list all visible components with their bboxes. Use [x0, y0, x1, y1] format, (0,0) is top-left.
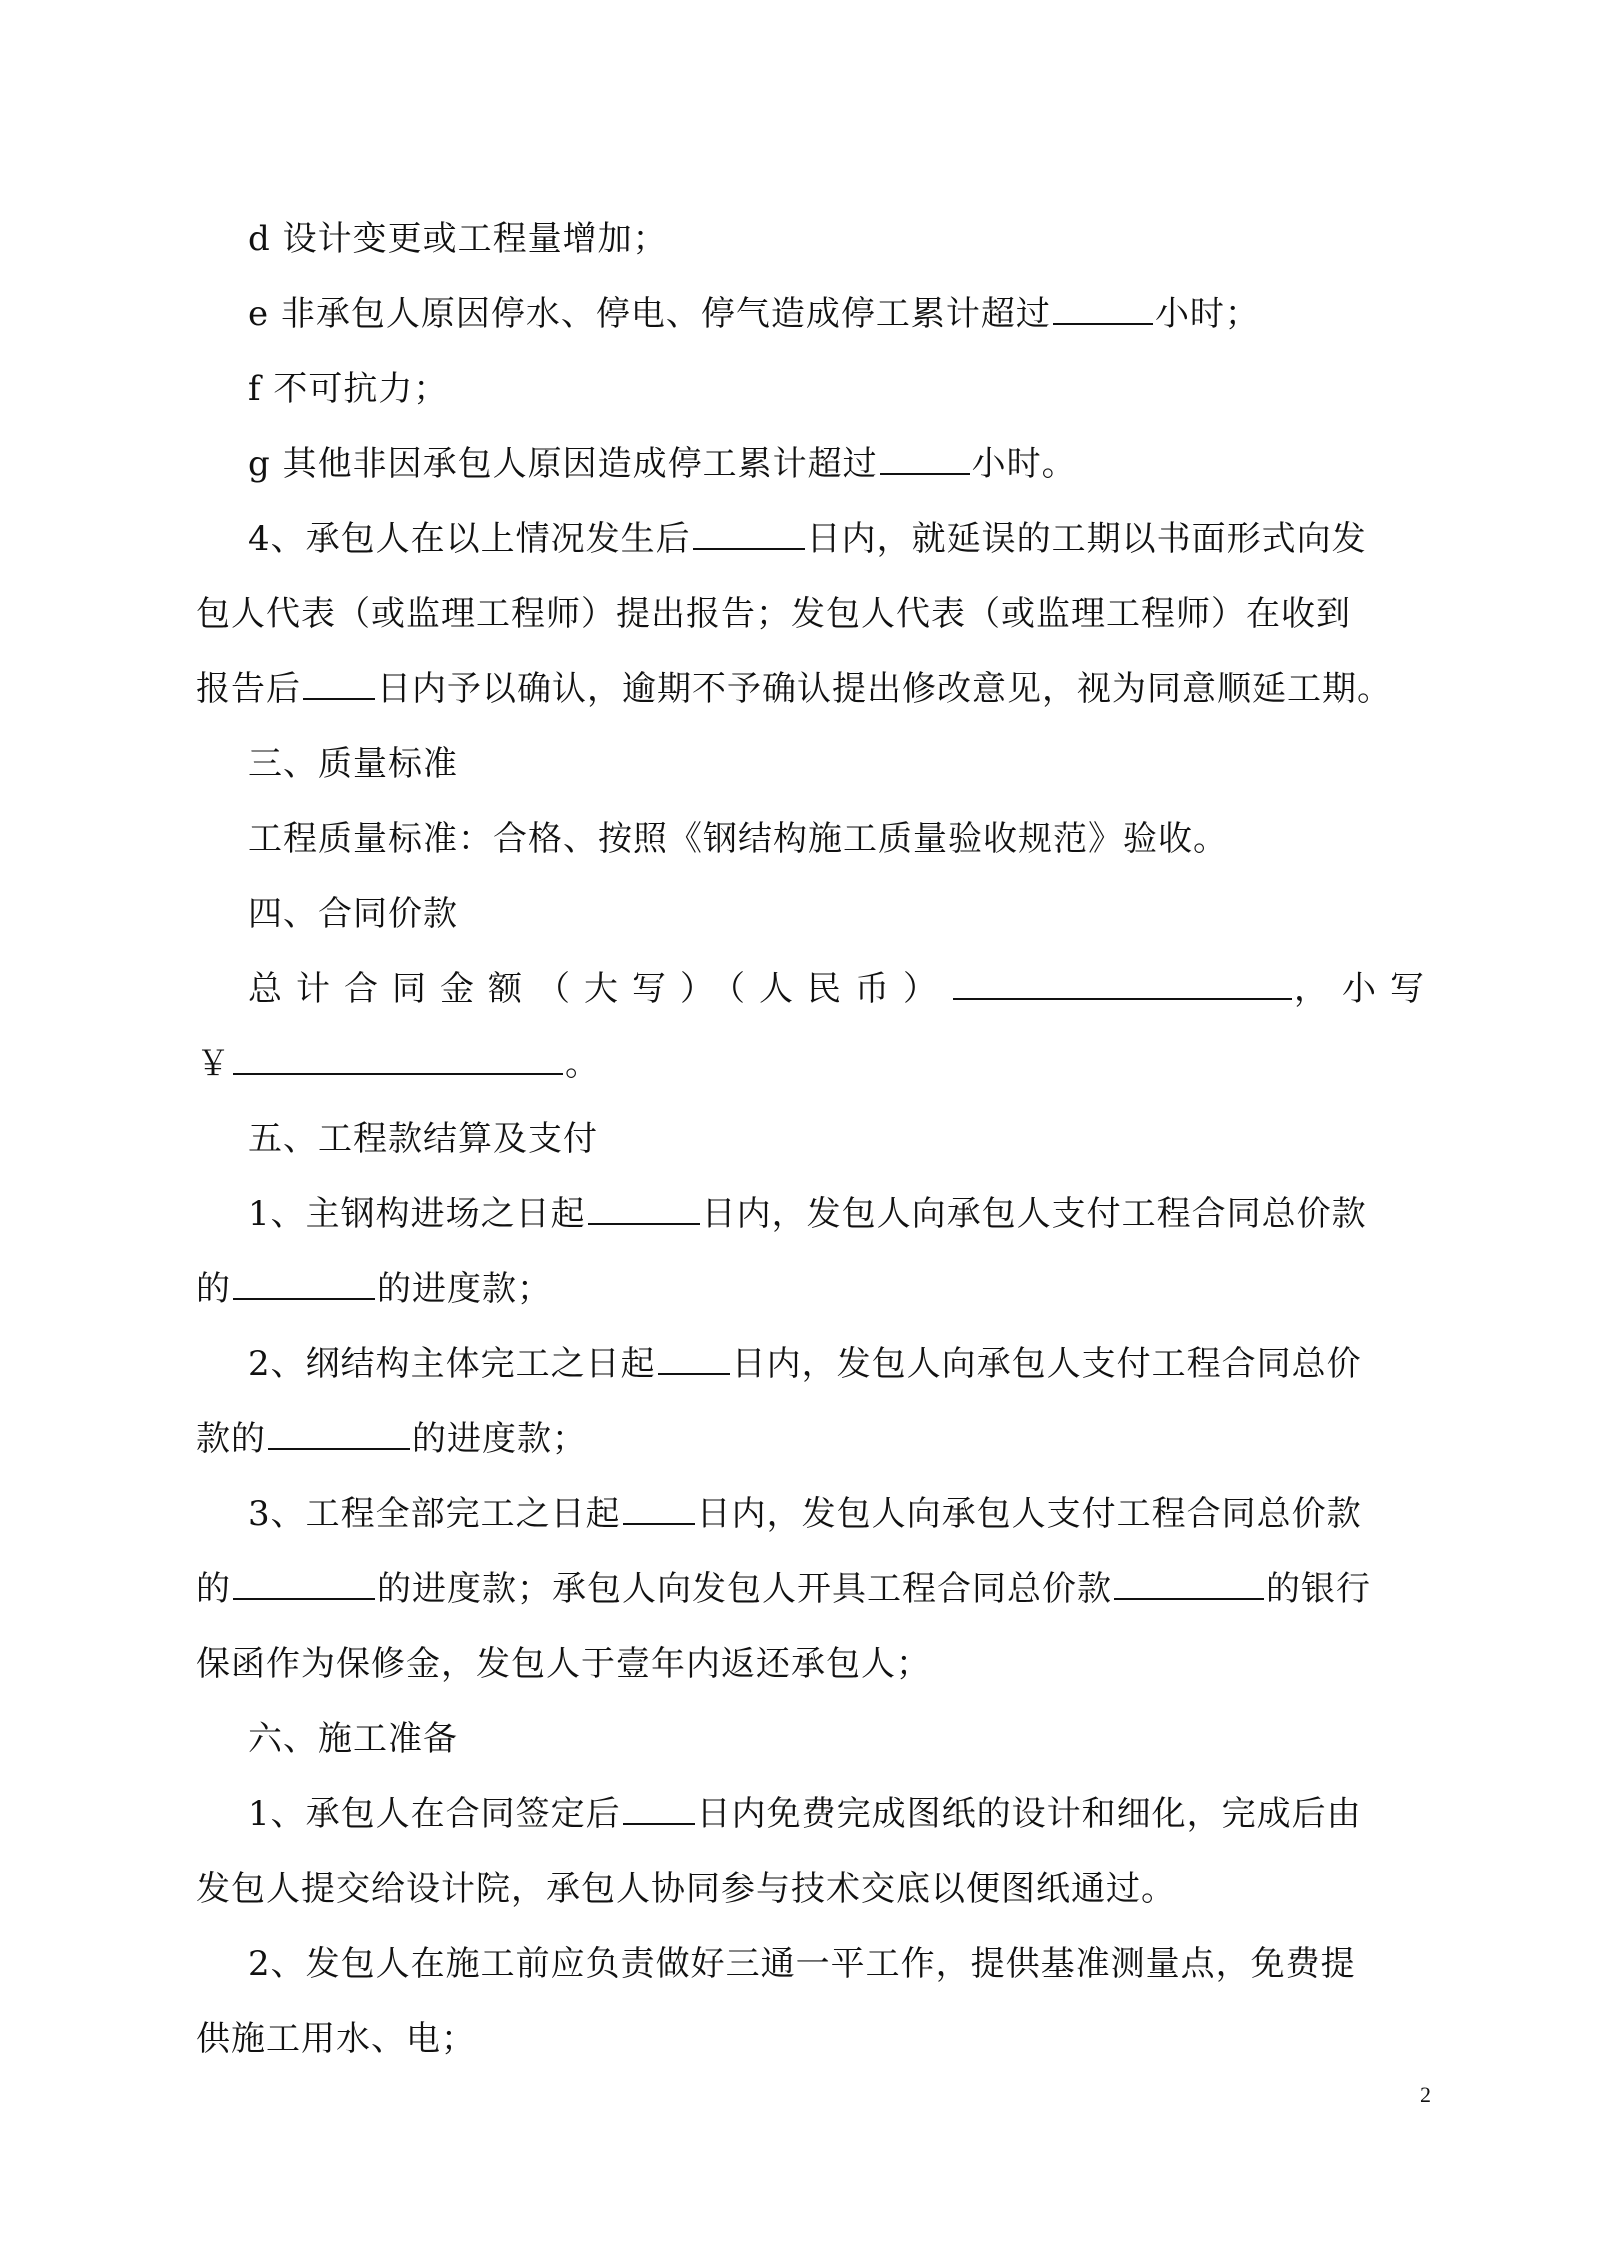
section-heading-quality: 三、质量标准 — [248, 744, 458, 784]
payment-1-line-2 — [196, 1260, 1438, 1335]
blank-field — [233, 1562, 375, 1600]
clause-d-text: d 设计变更或工程量增加； — [248, 219, 668, 259]
clause-e-end: 小时； — [1154, 294, 1260, 334]
contract-amount-lower: ，小写 — [1294, 969, 1438, 1009]
payment-3-text-2b: 的进度款；承包人向发包人开具工程合同总价款 — [377, 1569, 1112, 1609]
clause-4-text-cont: 日内，就延误的工期以书面形式向发 — [806, 519, 1367, 559]
quality-standard — [196, 810, 1438, 885]
payment-2-text-cont: 日内，发包人向承包人支付工程合同总价 — [731, 1344, 1362, 1384]
blank-field — [588, 1187, 700, 1225]
payment-3-line-2 — [196, 1560, 1438, 1635]
clause-g — [196, 435, 1438, 510]
payment-1-text: 1、主钢构进场之日起 — [248, 1194, 586, 1234]
clause-g-text: g 其他非因承包人原因造成停工累计超过 — [248, 444, 878, 484]
period: 。 — [565, 1044, 600, 1084]
payment-2-text: 2、纲结构主体完工之日起 — [248, 1344, 656, 1384]
payment-1-line-1 — [196, 1185, 1438, 1260]
payment-2-text-2b: 的进度款； — [412, 1419, 587, 1459]
section-heading-preparation: 六、施工准备 — [248, 1719, 458, 1759]
quality-standard-text: 工程质量标准：合格、按照《钢结构施工质量验收规范》验收。 — [248, 819, 1228, 859]
clause-d — [196, 210, 1438, 285]
section-6-heading — [196, 1710, 1438, 1785]
prep-2-text-2: 供施工用水、电； — [196, 2019, 476, 2059]
clause-4-line-3 — [196, 660, 1438, 735]
contract-body — [196, 210, 1438, 2085]
clause-f-text: f 不可抗力； — [248, 369, 449, 409]
clause-4-line-1 — [196, 510, 1438, 585]
blank-field — [623, 1787, 695, 1825]
payment-1-text-2b: 的进度款； — [377, 1269, 552, 1309]
payment-3-text-2a: 的 — [196, 1569, 231, 1609]
prep-1-text: 1、承包人在合同签定后 — [248, 1794, 621, 1834]
payment-3-text-2c: 的银行 — [1266, 1569, 1371, 1609]
payment-3-text: 3、工程全部完工之日起 — [248, 1494, 621, 1534]
payment-3-line-1 — [196, 1485, 1438, 1560]
prep-1-text-cont: 日内免费完成图纸的设计和细化，完成后由 — [696, 1794, 1362, 1834]
blank-field — [953, 962, 1292, 1000]
clause-g-end: 小时。 — [971, 444, 1077, 484]
contract-amount-yuan — [196, 1035, 1438, 1110]
blank-field — [233, 1262, 375, 1300]
section-heading-price: 四、合同价款 — [248, 894, 458, 934]
payment-2-text-2a: 款的 — [196, 1419, 266, 1459]
contract-amount-line — [196, 960, 1438, 1035]
blank-field — [693, 512, 805, 550]
clause-4-text-3b: 日内予以确认，逾期不予确认提出修改意见，视为同意顺延工期。 — [377, 669, 1392, 709]
clause-4-text-3a: 报告后 — [196, 669, 301, 709]
section-heading-payment: 五、工程款结算及支付 — [248, 1119, 598, 1159]
payment-2-line-2 — [196, 1410, 1438, 1485]
clause-e-text: e 非承包人原因停水、停电、停气造成停工累计超过 — [248, 294, 1051, 334]
prep-2-line-1 — [196, 1935, 1438, 2010]
payment-3-text-3: 保函作为保修金，发包人于壹年内返还承包人； — [196, 1644, 931, 1684]
prep-1-line-2 — [196, 1860, 1438, 1935]
payment-1-text-cont: 日内，发包人向承包人支付工程合同总价款 — [701, 1194, 1367, 1234]
prep-2-line-2 — [196, 2010, 1438, 2085]
blank-field — [268, 1412, 410, 1450]
page-number: 2 — [1420, 2082, 1431, 2107]
blank-field — [658, 1337, 730, 1375]
payment-1-text-2a: 的 — [196, 1269, 231, 1309]
payment-3-text-cont: 日内，发包人向承包人支付工程合同总价款 — [696, 1494, 1362, 1534]
blank-field — [1053, 287, 1153, 325]
clause-f — [196, 360, 1438, 435]
blank-field — [880, 437, 970, 475]
blank-field — [1114, 1562, 1264, 1600]
blank-field — [303, 662, 375, 700]
payment-2-line-1 — [196, 1335, 1438, 1410]
yuan-symbol: ￥ — [196, 1044, 231, 1084]
clause-4-text-2: 包人代表（或监理工程师）提出报告；发包人代表（或监理工程师）在收到 — [196, 594, 1351, 634]
clause-4-line-2 — [196, 585, 1438, 660]
blank-field — [233, 1037, 563, 1075]
payment-3-line-3 — [196, 1635, 1438, 1710]
section-3-heading — [196, 735, 1438, 810]
prep-2-text: 2、发包人在施工前应负责做好三通一平工作，提供基准测量点，免费提 — [248, 1944, 1356, 1984]
prep-1-line-1 — [196, 1785, 1438, 1860]
clause-4-text: 4、承包人在以上情况发生后 — [248, 519, 691, 559]
clause-e — [196, 285, 1438, 360]
section-4-heading — [196, 885, 1438, 960]
blank-field — [623, 1487, 695, 1525]
prep-1-text-2: 发包人提交给设计院，承包人协同参与技术交底以便图纸通过。 — [196, 1869, 1176, 1909]
section-5-heading — [196, 1110, 1438, 1185]
contract-amount-label: 总计合同金额（大写）（人民币） — [248, 969, 951, 1009]
